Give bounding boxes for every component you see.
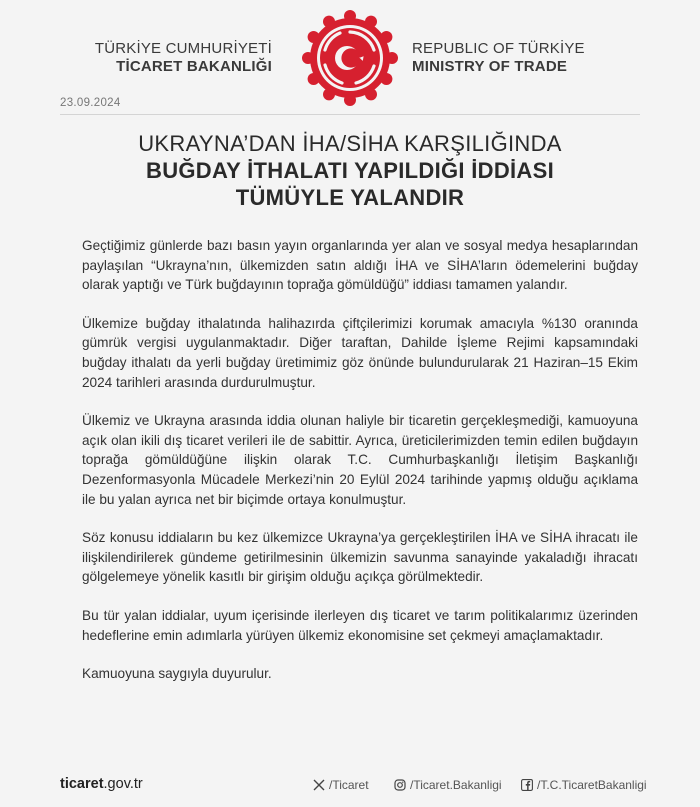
paragraph: Söz konusu iddiaların bu kez ülkemizce Ukrayna’ya gerçekleştirilen İHA ve SİHA ihracatı ile ilişkilendirilerek gündeme getirilmesinin ülkemizin savunma sanayinde yakaladığı ihracatı gölgelemeye yönelik kasıtlı bir girişim olduğu açıkça görülmektedir. xyxy=(82,530,638,585)
x-logo-icon xyxy=(313,779,325,791)
footer xyxy=(60,776,647,796)
org-name-tr-line1: TÜRKİYE CUMHURİYETİ xyxy=(94,40,272,57)
ministry-emblem-icon xyxy=(300,10,400,106)
letterhead xyxy=(0,0,700,100)
paragraph: Bu tür yalan iddialar, uyum içerisinde ilerleyen dış ticaret ve tarım politikalarımız üzerinden hedeflerine emin adımlarla yürüyen ülkemiz ekonomisine set çekmeyi amaçlamaktadır. xyxy=(82,607,638,643)
title-line-1: UKRAYNA’DAN İHA/SİHA KARŞILIĞINDA xyxy=(138,131,562,156)
instagram-link[interactable] xyxy=(394,778,502,792)
x-link[interactable] xyxy=(313,778,369,792)
org-name-en-line1: REPUBLIC OF TÜRKİYE xyxy=(412,40,585,57)
instagram-handle: /Ticaret.Bakanligi xyxy=(410,778,502,792)
title-line-3: TÜMÜYLE YALANDIR xyxy=(235,185,465,210)
paragraph: Ülkemize buğday ithalatında halihazırda çiftçilerimizi korumak amacıyla %130 oranında gümrük vergisi uygulanmaktadır. Diğer taraftan, Dahilde İşleme Rejimi kapsamındaki buğday ithalatı da yerli buğday üretimimiz göz önünde bulundurularak 21 Haziran–15 Ekim 2024 tarihleri arasında durdurulmuştur. xyxy=(82,315,638,390)
org-name-en xyxy=(412,40,585,76)
divider xyxy=(60,114,640,115)
org-name-en-line2: MINISTRY OF TRADE xyxy=(412,58,568,75)
website-link[interactable] xyxy=(60,776,143,792)
paragraph: Ülkemiz ve Ukrayna arasında iddia olunan haliyle bir ticaretin gerçekleşmediği, kamuoyuna açık olan ikili dış ticaret verileri ile de sabittir. Ayrıca, üreticilerimizden temin edilen buğdayın toprağa gömüldüğüne ilişkin olarak T.C. Cumhurbaşkanlığı İletişim Başkanlığı Dezenformasyonla Mücadele Merkezi’nin 20 Eylül 2024 tarihinde yapmış olduğu açıklama ile bu yalan ayrıca net bir biçimde ortaya konulmuştur. xyxy=(82,413,638,507)
announcement-body xyxy=(82,236,638,703)
paragraph: Geçtiğimiz günlerde bazı basın yayın organlarında yer alan ve sosyal medya hesaplarından paylaşılan “Ukrayna’nın, ülkemizden satın aldığı İHA ve SİHA’ların ödemelerini buğday olarak yaptığı ve Türk buğdayının toprağa gömüldüğü” iddiası tamamen yalandır. xyxy=(82,238,638,293)
org-name-tr-line2: TİCARET BAKANLIĞI xyxy=(116,58,272,75)
website-name: ticaret xyxy=(60,776,104,792)
facebook-handle: /T.C.TicaretBakanligi xyxy=(537,778,647,792)
announcement-date: 23.09.2024 xyxy=(60,97,121,109)
instagram-icon xyxy=(394,779,406,791)
x-handle: /Ticaret xyxy=(329,778,369,792)
org-name-tr xyxy=(95,40,272,76)
facebook-icon xyxy=(521,779,533,791)
website-domain: .gov.tr xyxy=(103,776,143,792)
announcement-title xyxy=(0,130,700,211)
title-line-2: BUĞDAY İTHALATI YAPILDIĞI İDDİASI xyxy=(146,158,554,183)
facebook-link[interactable] xyxy=(521,778,647,792)
paragraph: Kamuoyuna saygıyla duyurulur. xyxy=(82,666,272,682)
